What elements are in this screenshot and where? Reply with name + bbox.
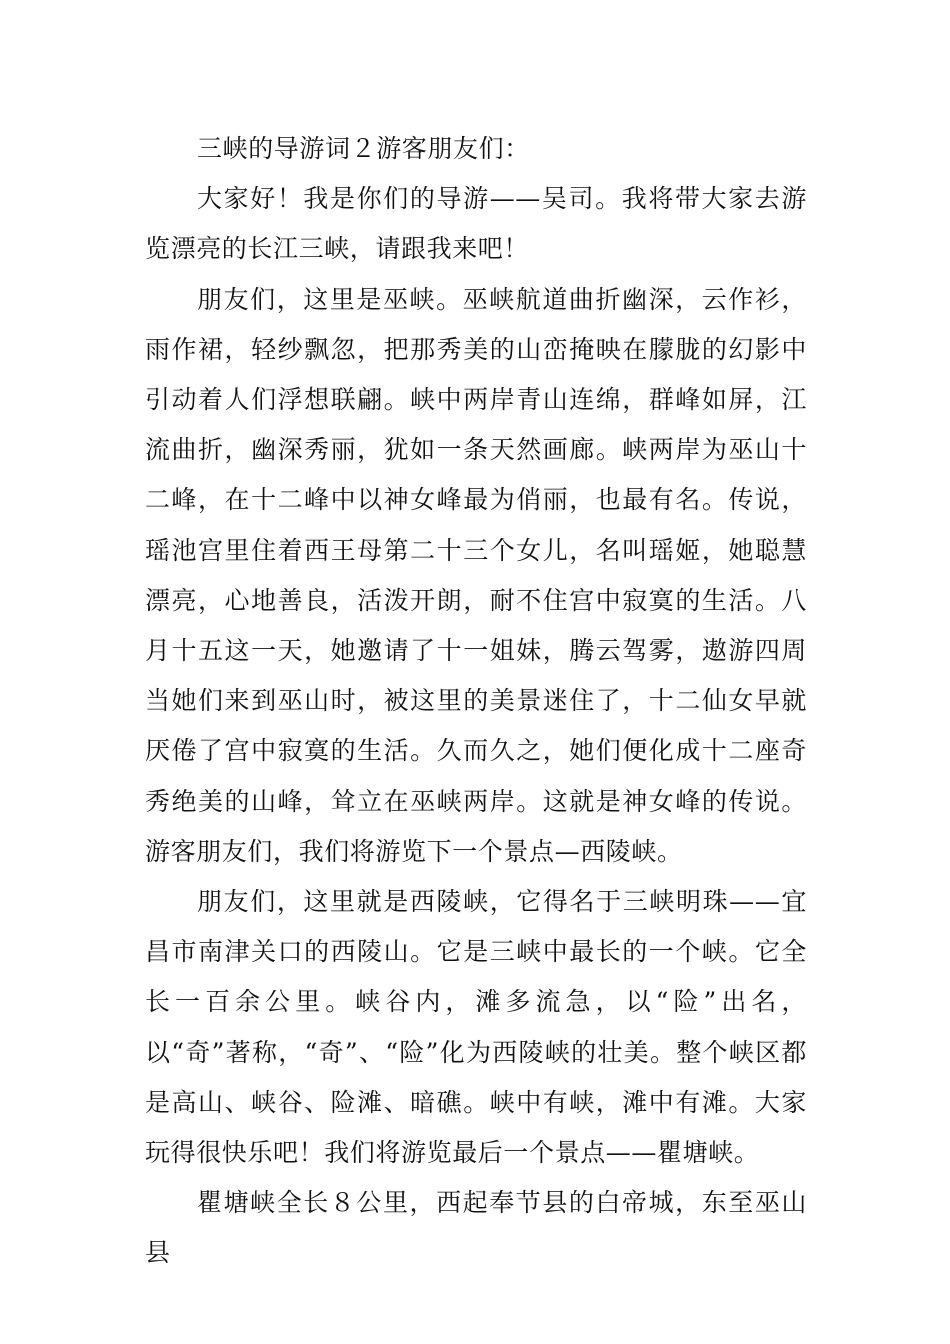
- paragraph-wuxia: 朋友们，这里是巫峡。巫峡航道曲折幽深，云作衫，雨作裙，轻纱飘忽，把那秀美的山峦掩映在朦胧的幻影中引动着人们浮想联翩。峡中两岸青山连绵，群峰如屏，江流曲折，幽深秀丽，犹如一条天然画廊。峡两岸为巫山十二峰，在十二峰中以神女峰最为俏丽，也最有名。传说，瑶池宫里住着西王母第二十三个女儿，名叫瑶姬，她聪慧漂亮，心地善良，活泼开朗，耐不住宫中寂寞的生活。八月十五这一天，她邀请了十一姐妹，腾云驾雾，遨游四周当她们来到巫山时，被这里的美景迷住了，十二仙女早就厌倦了宫中寂寞的生活。久而久之，她们便化成十二座奇秀绝美的山峰，耸立在巫峡两岸。这就是神女峰的传说。游客朋友们，我们将游览下一个景点—西陵峡。: [145, 284, 807, 866]
- paragraph-qutangxia: 瞿塘峡全长８公里，西起奉节县的白帝城，东至巫山县: [145, 1188, 807, 1268]
- document-body: [145, 124, 807, 1279]
- paragraph-xilingxia: 朋友们，这里就是西陵峡，它得名于三峡明珠——宜昌市南津关口的西陵山。它是三峡中最长的一个峡。它全长一百余公里。峡谷内，滩多流急，以“险”出名，以“奇”著称，“奇”、“险”化为西陵峡的壮美。整个峡区都是高山、峡谷、险滩、暗礁。峡中有峡，滩中有滩。大家玩得很快乐吧！我们将游览最后一个景点——瞿塘峡。: [145, 887, 807, 1168]
- paragraph-title: 三峡的导游词２游客朋友们：: [197, 134, 530, 163]
- paragraph-greeting: 大家好！我是你们的导游——吴司。我将带大家去游览漂亮的长江三峡，请跟我来吧！: [145, 184, 807, 264]
